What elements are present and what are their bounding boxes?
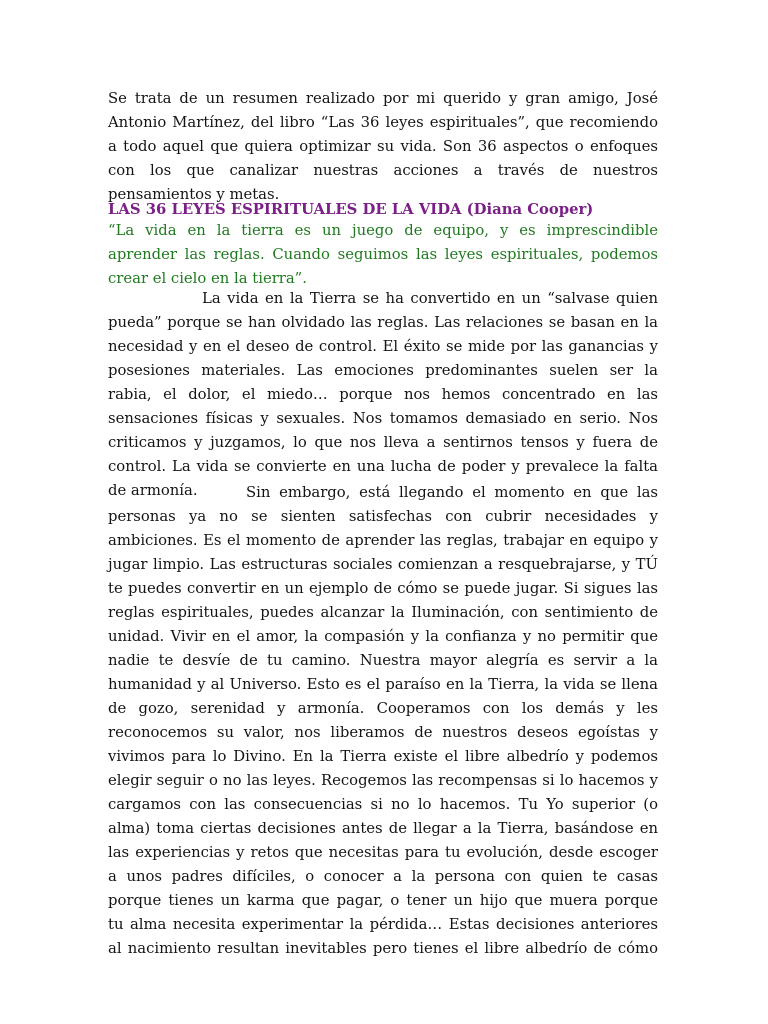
paragraph2-line: humanidad y al Universo. Esto es el paraíso en la Tierra, la vida se llena: [108, 676, 658, 693]
paragraph1-line: de armonía.: [108, 482, 198, 499]
paragraph2-line: reglas espirituales, puedes alcanzar la Iluminación, con sentimiento de: [108, 604, 658, 621]
paragraph2-line: de gozo, serenidad y armonía. Cooperamos con los demás y les: [108, 700, 658, 717]
paragraph1-line: necesidad y en el deseo de control. El éxito se mide por las ganancias y: [108, 338, 658, 355]
paragraph2-line: a unos padres difíciles, o conocer a la persona con quien te casas: [108, 868, 658, 885]
paragraph1-line: La vida en la Tierra se ha convertido en un “salvase quien: [202, 290, 658, 307]
paragraph1-line: control. La vida se convierte en una lucha de poder y prevalece la falta: [108, 458, 658, 475]
paragraph1-line: sensaciones físicas y sexuales. Nos tomamos demasiado en serio. Nos: [108, 410, 658, 427]
intro-line: Se trata de un resumen realizado por mi querido y gran amigo, José: [108, 90, 658, 107]
paragraph2-line: jugar limpio. Las estructuras sociales comienzan a resquebrajarse, y TÚ: [108, 556, 658, 573]
section-heading: LAS 36 LEYES ESPIRITUALES DE LA VIDA (Diana Cooper): [108, 201, 594, 218]
quote-line: aprender las reglas. Cuando seguimos las leyes espirituales, podemos: [108, 246, 658, 263]
paragraph2-line: alma) toma ciertas decisiones antes de llegar a la Tierra, basándose en: [108, 820, 658, 837]
paragraph1-line: rabia, el dolor, el miedo… porque nos hemos concentrado en las: [108, 386, 658, 403]
paragraph1-line: posesiones materiales. Las emociones predominantes suelen ser la: [108, 362, 658, 379]
intro-line: con los que canalizar nuestras acciones a través de nuestros: [108, 162, 658, 179]
paragraph2-line: unidad. Vivir en el amor, la compasión y la confianza y no permitir que: [108, 628, 658, 645]
paragraph2-line: al nacimiento resultan inevitables pero tienes el libre albedrío de cómo: [108, 940, 658, 957]
paragraph2-line: cargamos con las consecuencias si no lo hacemos. Tu Yo superior (o: [108, 796, 658, 813]
intro-line: a todo aquel que quiera optimizar su vida. Son 36 aspectos o enfoques: [108, 138, 658, 155]
quote-line: “La vida en la tierra es un juego de equipo, y es imprescindible: [108, 222, 658, 239]
paragraph2-line: las experiencias y retos que necesitas para tu evolución, desde escoger: [108, 844, 658, 861]
paragraph2-line: reconocemos su valor, nos liberamos de nuestros deseos egoístas y: [108, 724, 658, 741]
paragraph2-line: nadie te desvíe de tu camino. Nuestra mayor alegría es servir a la: [108, 652, 658, 669]
paragraph2-line: tu alma necesita experimentar la pérdida… Estas decisiones anteriores: [108, 916, 658, 933]
intro-line: Antonio Martínez, del libro “Las 36 leyes espirituales”, que recomiendo: [108, 114, 658, 131]
paragraph2-line: porque tienes un karma que pagar, o tener un hijo que muera porque: [108, 892, 658, 909]
paragraph2-line: Sin embargo, está llegando el momento en que las: [246, 484, 658, 501]
paragraph2-line: vivimos para lo Divino. En la Tierra existe el libre albedrío y podemos: [108, 748, 658, 765]
paragraph2-line: ambiciones. Es el momento de aprender las reglas, trabajar en equipo y: [108, 532, 658, 549]
quote-line: crear el cielo en la tierra”.: [108, 270, 307, 287]
paragraph2-line: personas ya no se sienten satisfechas con cubrir necesidades y: [108, 508, 658, 525]
paragraph1-line: pueda” porque se han olvidado las reglas. Las relaciones se basan en la: [108, 314, 658, 331]
paragraph2-line: te puedes convertir en un ejemplo de cómo se puede jugar. Si sigues las: [108, 580, 658, 597]
paragraph2-line: elegir seguir o no las leyes. Recogemos las recompensas si lo hacemos y: [108, 772, 658, 789]
intro-line: pensamientos y metas.: [108, 186, 280, 203]
paragraph1-line: criticamos y juzgamos, lo que nos lleva a sentirnos tensos y fuera de: [108, 434, 658, 451]
